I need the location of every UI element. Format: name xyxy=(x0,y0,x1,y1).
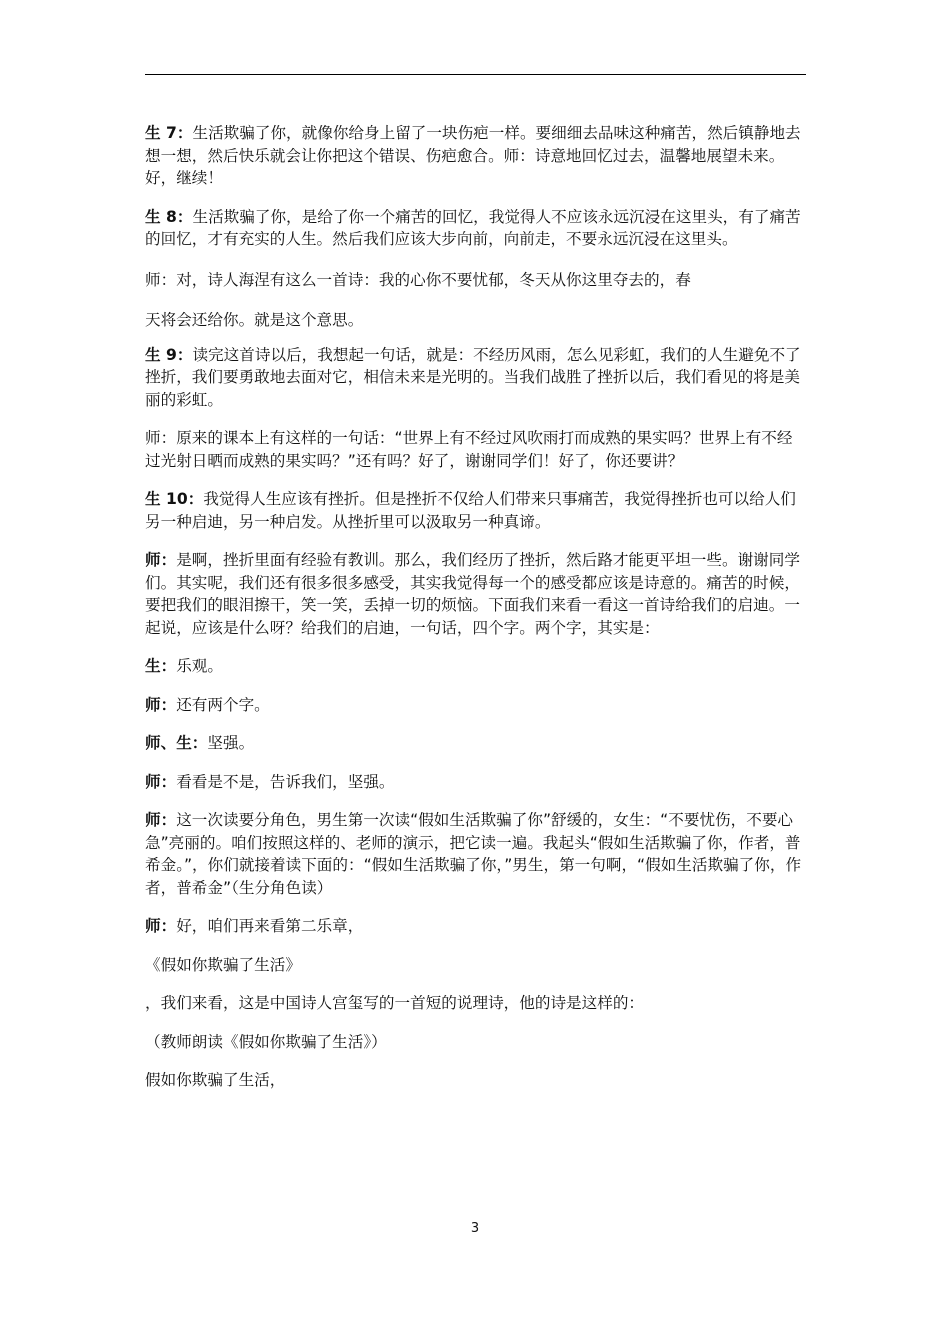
paragraph xyxy=(145,915,806,938)
paragraph-text: 师：原来的课本上有这样的一句话：“世界上有不经过风吹雨打而成熟的果实吗？世界上有不经过光射日晒而成熟的果实吗？”还有吗？好了，谢谢同学们！好了，你还要讲？ xyxy=(145,429,793,470)
paragraph-text: 读完这首诗以后，我想起一句话，就是：不经历风雨，怎么见彩虹，我们的人生避免不了挫折，我们要勇敢地去面对它，相信未来是光明的。当我们战胜了挫折以后，我们看见的将是美丽的彩虹。 xyxy=(145,345,801,409)
paragraph-text: 假如你欺骗了生活， xyxy=(145,1071,286,1089)
speaker-label: 生 7： xyxy=(145,124,193,142)
speaker-label: 师： xyxy=(145,917,177,935)
paragraph-text: 生活欺骗了你，是给了你一个痛苦的回忆，我觉得人不应该永远沉浸在这里头，有了痛苦的回忆，才有充实的人生。然后我们应该大步向前，向前走，不要永远沉浸在这里头。 xyxy=(145,207,801,248)
paragraph xyxy=(145,427,806,472)
speaker-label: 师： xyxy=(145,772,177,791)
paragraph xyxy=(145,732,806,755)
speaker-label: 生： xyxy=(145,657,177,675)
paragraph xyxy=(145,655,806,678)
paragraph-text: 好，咱们再来看第二乐章， xyxy=(176,917,364,935)
paragraph-text: 这一次读要分角色，男生第一次读“假如生活欺骗了你”舒缓的，女生：“不要忧伤，不要心急”亮丽的。咱们按照这样的、老师的演示，把它读一遍。我起头“假如生活欺骗了你，作者，普希金。”，你们就接着读下面的：“假如生活欺骗了你，”男生，第一句啊，“假如生活欺骗了你，作者，普希金”（生分角色读） xyxy=(145,811,802,897)
paragraph-text: 我觉得人生应该有挫折。但是挫折不仅给人们带来只事痛苦，我觉得挫折也可以给人们另一种启迪，另一种启发。从挫折里可以汲取另一种真谛。 xyxy=(145,490,796,531)
speaker-label: 师： xyxy=(145,811,177,829)
paragraph-text: 天将会还给你。就是这个意思。 xyxy=(145,311,364,329)
paragraph-text: 看看是不是，告诉我们，坚强。 xyxy=(176,772,395,791)
paragraph-text: 师：对，诗人海涅有这么一首诗：我的心你不要忧郁，冬天从你这里夺去的，春 xyxy=(145,270,691,289)
paragraph-text: 生活欺骗了你，就像你给身上留了一块伤疤一样。要细细去品味这种痛苦，然后镇静地去想一想，然后快乐就会让你把这个错误、伤疤愈合。师：诗意地回忆过去，温馨地展望未来。好，继续！ xyxy=(145,124,801,187)
paragraph xyxy=(145,344,806,412)
speaker-label: 生 10： xyxy=(145,490,204,508)
speaker-label: 生 9： xyxy=(145,345,193,364)
paragraph xyxy=(145,954,806,977)
paragraph xyxy=(145,206,806,251)
paragraph-text: 还有两个字。 xyxy=(176,695,270,714)
paragraph xyxy=(145,771,806,794)
paragraph-text: ，我们来看，这是中国诗人宫玺写的一首短的说理诗，他的诗是这样的： xyxy=(145,994,645,1012)
paragraph xyxy=(145,992,806,1015)
paragraph xyxy=(145,1069,806,1092)
paragraph-text: 是啊，挫折里面有经验有教训。那么，我们经历了挫折，然后路才能更平坦一些。谢谢同学们。其实呢，我们还有很多很多感受，其实我觉得每一个的感受都应该是诗意的。痛苦的时候，要把我们的眼泪擦干，笑一笑，丢掉一切的烦恼。下面我们来看一看这一首诗给我们的启迪。一起说，应该是什么呀？给我们的启迪，一句话，四个字。两个字，其实是： xyxy=(145,551,800,637)
paragraph xyxy=(145,809,806,899)
speaker-label: 师： xyxy=(145,695,177,714)
paragraph xyxy=(145,309,806,332)
page-number: 3 xyxy=(470,1221,480,1236)
paragraph xyxy=(145,1031,806,1054)
speaker-label: 师： xyxy=(145,551,177,569)
speaker-label: 生 8： xyxy=(145,207,193,226)
paragraph-text: 坚强。 xyxy=(207,734,255,752)
speaker-label: 师、生： xyxy=(145,734,208,752)
paragraph xyxy=(145,549,806,639)
paragraph xyxy=(145,269,806,292)
paragraph-text: （教师朗读《假如你欺骗了生活》） xyxy=(145,1032,387,1051)
paragraph xyxy=(145,122,806,190)
document-body xyxy=(145,122,806,1108)
paragraph xyxy=(145,488,806,533)
paragraph-text: 《假如你欺骗了生活》 xyxy=(145,955,301,974)
header-rule xyxy=(145,74,806,75)
paragraph-text: 乐观。 xyxy=(176,657,223,675)
paragraph xyxy=(145,694,806,717)
